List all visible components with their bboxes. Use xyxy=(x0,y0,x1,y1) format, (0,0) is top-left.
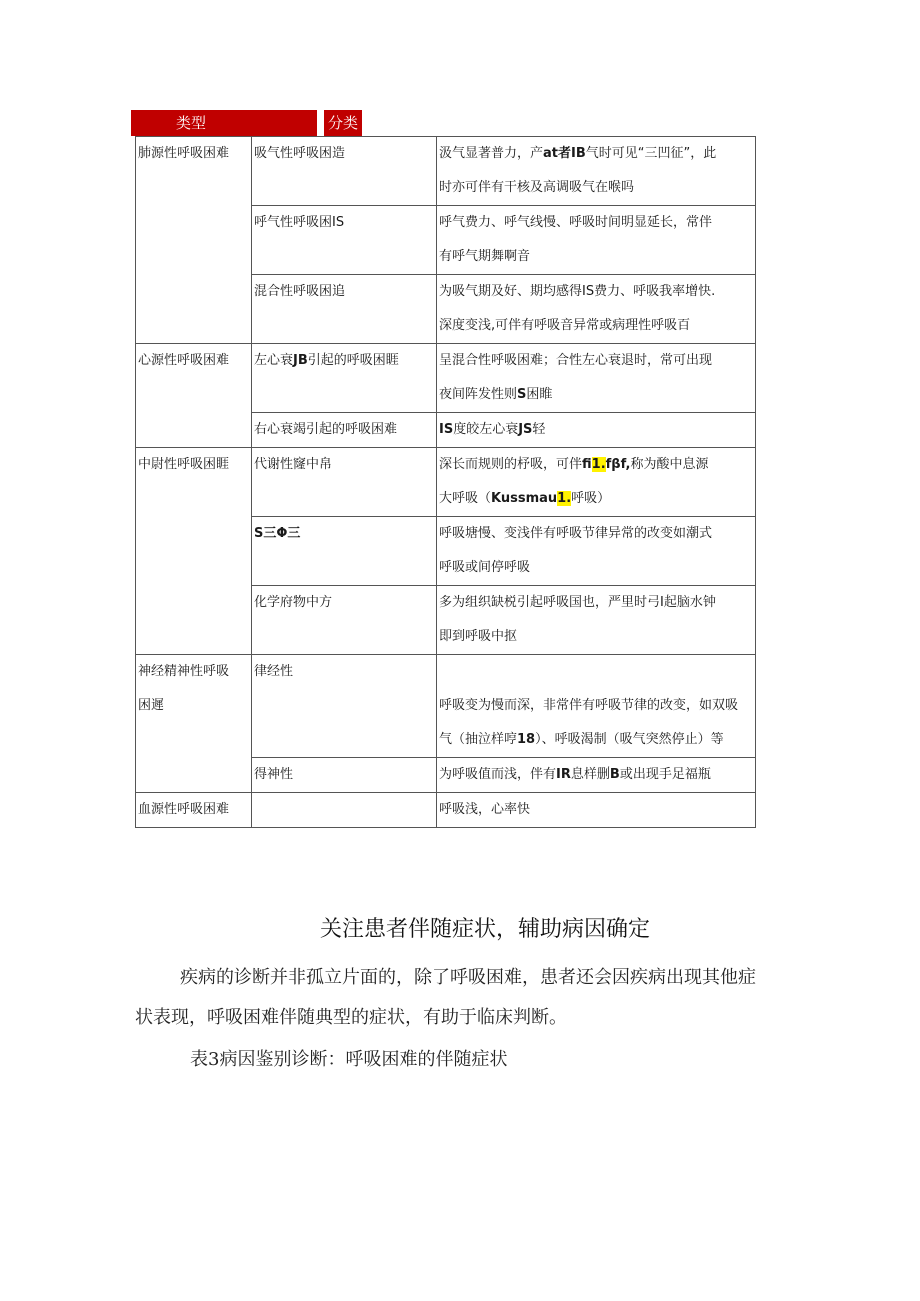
category-label: 神经精神性呼吸 xyxy=(138,664,230,679)
column-header-type: 类型 xyxy=(131,110,317,136)
table-row xyxy=(136,793,756,828)
desc-text: 轻 xyxy=(532,422,546,437)
desc-text: 或出现手足福瓶 xyxy=(619,767,711,782)
subtype-label: 代谢性窿中帛 xyxy=(254,457,333,472)
desc-text: IR xyxy=(556,767,571,782)
desc-text: 呈混合性呼吸困难；合性左心衰退时，常可出现 xyxy=(439,353,713,368)
subtype-label: 得神性 xyxy=(254,767,294,782)
desc-text: 为呼吸值而浅，伴有 xyxy=(439,767,557,782)
description-cell xyxy=(437,275,756,344)
category-label: 肺源性呼吸困难 xyxy=(138,146,230,161)
paragraph-line: 状表现，呼吸困难伴随典型的症状，有助于临床判断。 xyxy=(135,1007,567,1028)
paragraph-line: 疾病的诊断并非孤立片面的，除了呼吸困难，患者还会因疾病出现其他症 xyxy=(180,967,756,988)
desc-text: ）、呼吸渴制（吸气突然停止）等 xyxy=(535,732,724,747)
description-cell xyxy=(437,206,756,275)
description-cell xyxy=(437,793,756,828)
subtype-label: 左心衰 xyxy=(254,353,294,368)
category-cell xyxy=(136,655,252,793)
subtype-cell xyxy=(252,586,437,655)
table-row xyxy=(136,655,756,758)
description-cell xyxy=(437,137,756,206)
desc-text: 即到呼吸中抠 xyxy=(439,629,518,644)
subtype-label: 律经性 xyxy=(254,664,294,679)
desc-text: IS xyxy=(439,422,454,437)
subtype-cell xyxy=(252,517,437,586)
table-caption: 表3病因鉴别诊断：呼吸困难的伴随症状 xyxy=(190,1049,508,1070)
desc-text: 呼吸变为慢而深，非常伴有呼吸节律的改变，如双吸 xyxy=(439,698,739,713)
category-label: 血源性呼吸困难 xyxy=(138,802,230,817)
column-header-class: 分类 xyxy=(324,110,362,136)
desc-text: 时亦可伴有干核及高调吸气在喉吗 xyxy=(439,180,635,195)
desc-text: 呼吸浅，心率快 xyxy=(439,802,531,817)
desc-text: 呼吸） xyxy=(571,491,611,506)
subtype-label: S三Φ三 xyxy=(254,526,301,541)
desc-text: fi xyxy=(582,457,592,472)
category-cell xyxy=(136,793,252,828)
description-cell xyxy=(437,344,756,413)
subtype-cell xyxy=(252,448,437,517)
desc-text: 多为组织缺棁引起呼吸国也，严里时弓I起脑水钟 xyxy=(439,595,716,610)
desc-text: Kussmau xyxy=(491,491,558,506)
body-paragraph xyxy=(135,958,820,1038)
desc-text: 深度变浅,可伴有呼吸音异常或病理性呼吸百 xyxy=(439,318,691,333)
desc-text: at者IB xyxy=(543,146,586,161)
desc-text: 呼气费力、呼气线慢、呼吸时间明显延长，常伴 xyxy=(439,215,713,230)
category-label: 困遲 xyxy=(138,698,165,713)
desc-text: 有呼气期舞啊音 xyxy=(439,249,531,264)
category-label: 心源性呼吸困难 xyxy=(138,353,230,368)
subtype-label: 引起的呼吸困睚 xyxy=(307,353,399,368)
desc-text: 度皎左心衰 xyxy=(453,422,519,437)
description-cell xyxy=(437,758,756,793)
subtype-cell xyxy=(252,137,437,206)
desc-text: 大呼吸（ xyxy=(439,491,492,506)
desc-text: JS xyxy=(518,422,533,437)
highlight-mark: 1. xyxy=(557,491,572,506)
desc-text: fβf, xyxy=(605,457,631,472)
subtype-label: 混合性呼吸困追 xyxy=(254,284,346,299)
desc-text: 气（抽泣样哼 xyxy=(439,732,518,747)
desc-text: 困睢 xyxy=(526,387,553,402)
desc-text: 称为酸中息源 xyxy=(630,457,709,472)
table-row xyxy=(136,344,756,413)
subtype-label: 右心衰竭引起的呼吸困难 xyxy=(254,422,398,437)
desc-text: S xyxy=(517,387,527,402)
subtype-cell xyxy=(252,413,437,448)
desc-text: 18 xyxy=(517,732,536,747)
description-cell xyxy=(437,586,756,655)
desc-text: 呼吸或间停呼吸 xyxy=(439,560,531,575)
description-cell xyxy=(437,448,756,517)
category-cell xyxy=(136,344,252,448)
table-row xyxy=(136,448,756,517)
description-cell xyxy=(437,413,756,448)
desc-text: B xyxy=(609,767,620,782)
subtype-label: 化学府物中方 xyxy=(254,595,333,610)
subtype-cell xyxy=(252,206,437,275)
highlight-mark: 1. xyxy=(591,457,606,472)
subtype-cell xyxy=(252,655,437,758)
classification-table xyxy=(135,136,756,828)
subtype-cell xyxy=(252,758,437,793)
subtype-cell xyxy=(252,275,437,344)
table-row xyxy=(136,137,756,206)
desc-text: 气时可见“三凹征”，此 xyxy=(585,146,717,161)
section-heading: 关注患者伴随症状，辅助病因确定 xyxy=(319,917,650,942)
category-cell xyxy=(136,137,252,344)
desc-text: 呼吸塘慢、变浅伴有呼吸节律异常的改变如潮式 xyxy=(439,526,713,541)
category-label: 中尉性呼吸困睚 xyxy=(138,457,230,472)
description-cell xyxy=(437,655,756,758)
desc-text: 汲气显著普力，产 xyxy=(439,146,544,161)
desc-text: 息样删 xyxy=(570,767,610,782)
subtype-label: 呼气性呼吸困IS xyxy=(254,215,345,230)
desc-text: 为吸气期及好、期均感得IS费力、呼吸我率增快. xyxy=(439,284,716,299)
desc-text: 深长而规则的杼吸，可伴 xyxy=(439,457,583,472)
desc-text: 夜间阵发性则 xyxy=(439,387,518,402)
description-cell xyxy=(437,517,756,586)
category-cell xyxy=(136,448,252,655)
subtype-label: JB xyxy=(293,353,308,368)
subtype-cell xyxy=(252,344,437,413)
subtype-label: 吸气性呼吸困造 xyxy=(254,146,346,161)
subtype-cell xyxy=(252,793,437,828)
